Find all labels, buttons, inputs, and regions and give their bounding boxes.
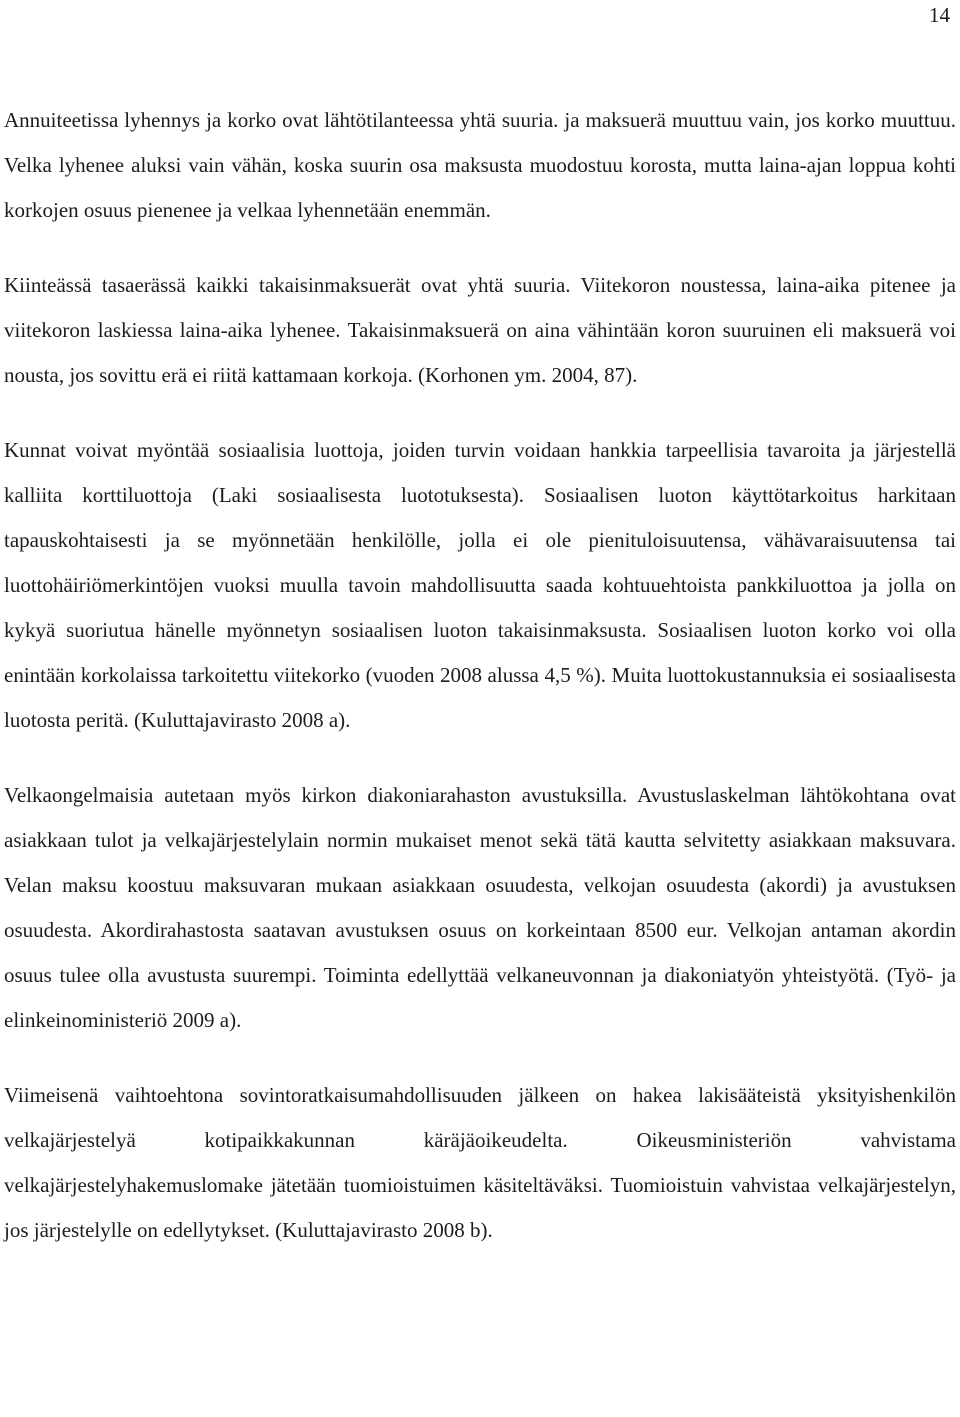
paragraph-social-credit: Kunnat voivat myöntää sosiaalisia luottoja, joiden turvin voidaan hankkia tarpeellisia tavaroita ja järjestellä kalliita korttiluottoja (Laki sosiaalisesta luototuksesta). Sosiaalisen luoton käyttötarkoitus harkitaan tapauskohtaisesti ja se myönnetään henkilölle, jolla ei ole pienituloisuutensa, vähävaraisuutensa tai luottohäiriömerkintöjen vuoksi muulla tavoin mahdollisuutta saada kohtuuehtoista pankkiluottoa ja jolla on kykyä suoriutua hänelle myönnetyn sosiaalisen luoton takaisinmaksusta. Sosiaalisen luoton korko voi olla enintään korkolaissa tarkoitettu viitekorko (vuoden 2008 alussa 4,5 %). Muita luottokustannuksia ei sosiaalisesta luotosta peritä. (Kuluttajavirasto 2008 a). — [4, 438, 956, 732]
paragraph-debt-arrangement: Viimeisenä vaihtoehtona sovintoratkaisumahdollisuuden jälkeen on hakea lakisääteistä yksityishenkilön velkajärjestelyä kotipaikkakunnan käräjäoikeudelta. Oikeusministeriön vahvistama velkajärjestelyhakemuslomake jätetään tuomioistuimen käsiteltäväksi. Tuomioistuin vahvistaa velkajärjestelyn, jos järjestelylle on edellytykset. (Kuluttajavirasto 2008 b). — [4, 1083, 956, 1242]
paragraph-annuity: Annuiteetissa lyhennys ja korko ovat lähtötilanteessa yhtä suuria. ja maksuerä muuttuu vain, jos korko muuttuu. Velka lyhenee aluksi vain vähän, koska suurin osa maksusta muodostuu korosta, mutta laina-ajan loppua kohti korkojen osuus pienenee ja velkaa lyhennetään enemmän. — [4, 108, 956, 222]
paragraph-diaconia-fund: Velkaongelmaisia autetaan myös kirkon diakoniarahaston avustuksilla. Avustuslaskelman lähtökohtana ovat asiakkaan tulot ja velkajärjestelylain normin mukaiset menot sekä tätä kautta selvitetty asiakkaan maksuvara. Velan maksu koostuu maksuvaran mukaan asiakkaan osuudesta, velkojan osuudesta (akordi) ja avustuksen osuudesta. Akordirahastosta saatavan avustuksen osuus on korkeintaan 8500 eur. Velkojan antaman akordin osuus tulee olla avustusta suurempi. Toiminta edellyttää velkaneuvonnan ja diakoniatyön yhteistyötä. (Työ- ja elinkeinoministeriö 2009 a). — [4, 783, 956, 1032]
page-number: 14 — [929, 3, 950, 27]
paragraph-fixed-installment: Kiinteässä tasaerässä kaikki takaisinmaksuerät ovat yhtä suuria. Viitekoron noustessa, laina-aika pitenee ja viitekoron laskiessa laina-aika lyhenee. Takaisinmaksuerä on aina vähintään koron suuruinen eli maksuerä voi nousta, jos sovittu erä ei riitä kattamaan korkoja. (Korhonen ym. 2004, 87). — [4, 273, 956, 387]
document-body — [4, 98, 956, 1283]
